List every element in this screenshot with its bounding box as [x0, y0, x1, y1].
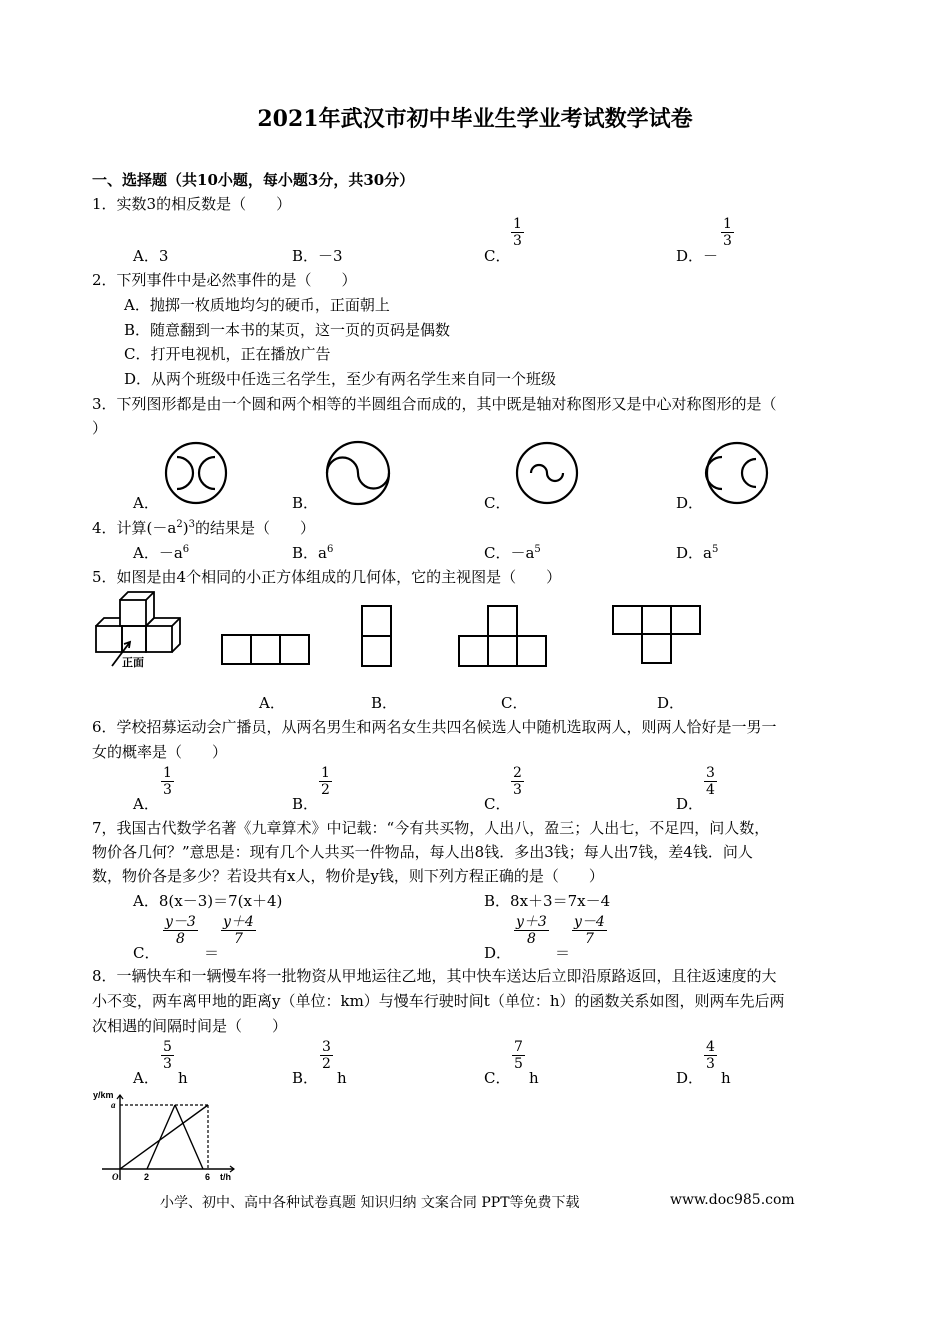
q3-figure-b: [324, 440, 392, 506]
footer-text: 小学、初中、高中各种试卷真题 知识归纳 文案合同 PPT等免费下载: [160, 1195, 580, 1211]
q7-c-left-fraction: $\frac{y-3}{8}$: [165, 914, 196, 947]
q4-stem: 4．计算$(-a^2)^3$的结果是（ ）: [92, 519, 315, 537]
q3-option-a: A．: [133, 494, 159, 512]
q7-option-c: C．: [133, 944, 160, 962]
q8-stem: 8．一辆快车和一辆慢车将一批物资从甲地运往乙地，其中快车送达后立即沿原路返回，且往返速度的大: [92, 967, 777, 985]
q6-option-b: B．: [292, 795, 319, 813]
q5-option-a: A．: [259, 694, 285, 712]
q3-figure-d: [704, 440, 770, 506]
graph-x-label: t/h: [220, 1172, 231, 1182]
q8-stem-line2: 小不变，两车离甲地的距离y（单位：km）与慢车行驶时间t（单位：h）的函数关系如图，则两车先后两: [92, 992, 785, 1010]
q1-stem: 1．实数3的相反数是（ ）: [92, 195, 292, 213]
q5-option-b: B．: [371, 694, 398, 712]
fast-car-return-line: [175, 1105, 203, 1169]
q3-figure-c: [514, 440, 580, 506]
q8-option-d: D．: [676, 1069, 704, 1087]
q3-option-b: B．: [292, 494, 319, 512]
graph-x-tick-2: 2: [144, 1172, 150, 1182]
q7-option-a: A．8(x－3)＝7(x＋4): [133, 892, 283, 910]
q2-option-b: B．随意翻到一本书的某页，这一页的页码是偶数: [124, 321, 451, 339]
q6-a-fraction: $\frac{1}{3}$: [163, 765, 172, 798]
q8-b-unit: h: [337, 1069, 347, 1087]
q2-option-d: D．从两个班级中任选三名学生，至少有两名学生来自同一个班级: [124, 370, 557, 388]
q7-c-equals: ＝: [204, 944, 220, 962]
q5-front-label: 正面: [122, 656, 144, 669]
q4-option-b: B．$a^6$: [292, 544, 334, 562]
q5-figure-c: [458, 605, 548, 667]
footer-url[interactable]: www.doc985.com: [670, 1192, 795, 1208]
section-heading: 一、选择题（共10小题，每小题3分，共30分）: [92, 171, 415, 189]
q7-d-right-fraction: $\frac{y-4}{7}$: [574, 914, 605, 947]
q5-figure-d: [612, 605, 702, 665]
q3-stem: 3．下列图形都是由一个圆和两个相等的半圆组合而成的，其中既是轴对称图形又是中心对称图形的是（: [92, 395, 777, 413]
q8-c-fraction: $\frac{7}{5}$: [514, 1039, 523, 1072]
q5-option-d: D．: [657, 694, 685, 712]
q3-option-c: C．: [484, 494, 511, 512]
q3-option-d: D．: [676, 494, 704, 512]
q1-option-b: B．－3: [292, 247, 343, 265]
q8-a-fraction: $\frac{5}{3}$: [163, 1039, 172, 1072]
q1-d-fraction: $\frac{1}{3}$: [723, 216, 732, 249]
q7-option-d: D．: [484, 944, 512, 962]
q2-stem: 2．下列事件中是必然事件的是（ ）: [92, 271, 357, 289]
q5-figure-a: [221, 634, 311, 666]
fast-car-out-line: [147, 1105, 175, 1169]
q6-option-d: D．: [676, 795, 704, 813]
q6-stem: 6．学校招募运动会广播员，从两名男生和两名女生共四名候选人中随机选取两人，则两人恰好是一男一: [92, 718, 777, 736]
q1-c-fraction: $\frac{1}{3}$: [513, 216, 522, 249]
q2-option-a: A．抛掷一枚质地均匀的硬币，正面朝上: [124, 296, 390, 314]
q8-stem-line3: 次相遇的间隔时间是（ ）: [92, 1017, 288, 1035]
q7-d-left-fraction: $\frac{y+3}{8}$: [516, 914, 547, 947]
q4-option-a: A．$-a^6$: [133, 544, 190, 562]
q4-option-c: C．$-a^5$: [484, 544, 541, 562]
q8-distance-time-graph: [92, 1090, 242, 1186]
q1-option-a: A．3: [133, 247, 169, 265]
q5-figure-b: [361, 605, 393, 667]
graph-origin-label: O: [112, 1172, 119, 1182]
q7-stem: 7，我国古代数学名著《九章算术》中记载：“今有共买物，人出八，盈三；人出七，不足四，问人数，: [92, 819, 770, 837]
graph-a-label: a: [111, 1100, 116, 1110]
q3-figure-a: [163, 440, 229, 506]
q6-stem-line2: 女的概率是（ ）: [92, 743, 228, 761]
q7-stem-line2: 物价各几何？”意思是：现有几个人共买一件物品，每人出8钱．多出3钱；每人出7钱，差4钱．问人: [92, 843, 753, 861]
q8-option-a: A．: [133, 1069, 159, 1087]
q2-option-c: C．打开电视机，正在播放广告: [124, 345, 331, 363]
q7-stem-line3: 数，物价各是多少？若设共有x人，物价是y钱，则下列方程正确的是（ ）: [92, 867, 604, 885]
q6-option-c: C．: [484, 795, 511, 813]
graph-y-label: y/km: [93, 1090, 114, 1100]
q1-option-d: D．－: [676, 247, 719, 265]
q7-c-right-fraction: $\frac{y+4}{7}$: [223, 914, 254, 947]
q8-option-c: C．: [484, 1069, 511, 1087]
q1-option-c: C．: [484, 247, 511, 265]
slow-car-line: [120, 1105, 208, 1169]
q5-option-c: C．: [501, 694, 528, 712]
q8-d-fraction: $\frac{4}{3}$: [706, 1039, 715, 1072]
q6-c-fraction: $\frac{2}{3}$: [513, 765, 522, 798]
q8-c-unit: h: [529, 1069, 539, 1087]
q5-stem: 5．如图是由4个相同的小正方体组成的几何体，它的主视图是（ ）: [92, 568, 562, 586]
q8-a-unit: h: [178, 1069, 188, 1087]
exam-title: 2021年武汉市初中毕业生学业考试数学试卷: [257, 106, 693, 132]
q8-d-unit: h: [721, 1069, 731, 1087]
q6-b-fraction: $\frac{1}{2}$: [321, 765, 330, 798]
q8-b-fraction: $\frac{3}{2}$: [322, 1039, 331, 1072]
q6-option-a: A．: [133, 795, 159, 813]
q7-d-equals: ＝: [555, 944, 571, 962]
q6-d-fraction: $\frac{3}{4}$: [706, 765, 715, 798]
q4-option-d: D．$a^5$: [676, 544, 719, 562]
q3-stem-end: ）: [92, 419, 108, 437]
q7-option-b: B．8x＋3＝7x－4: [484, 892, 611, 910]
q8-option-b: B．: [292, 1069, 319, 1087]
graph-x-tick-6: 6: [205, 1172, 211, 1182]
